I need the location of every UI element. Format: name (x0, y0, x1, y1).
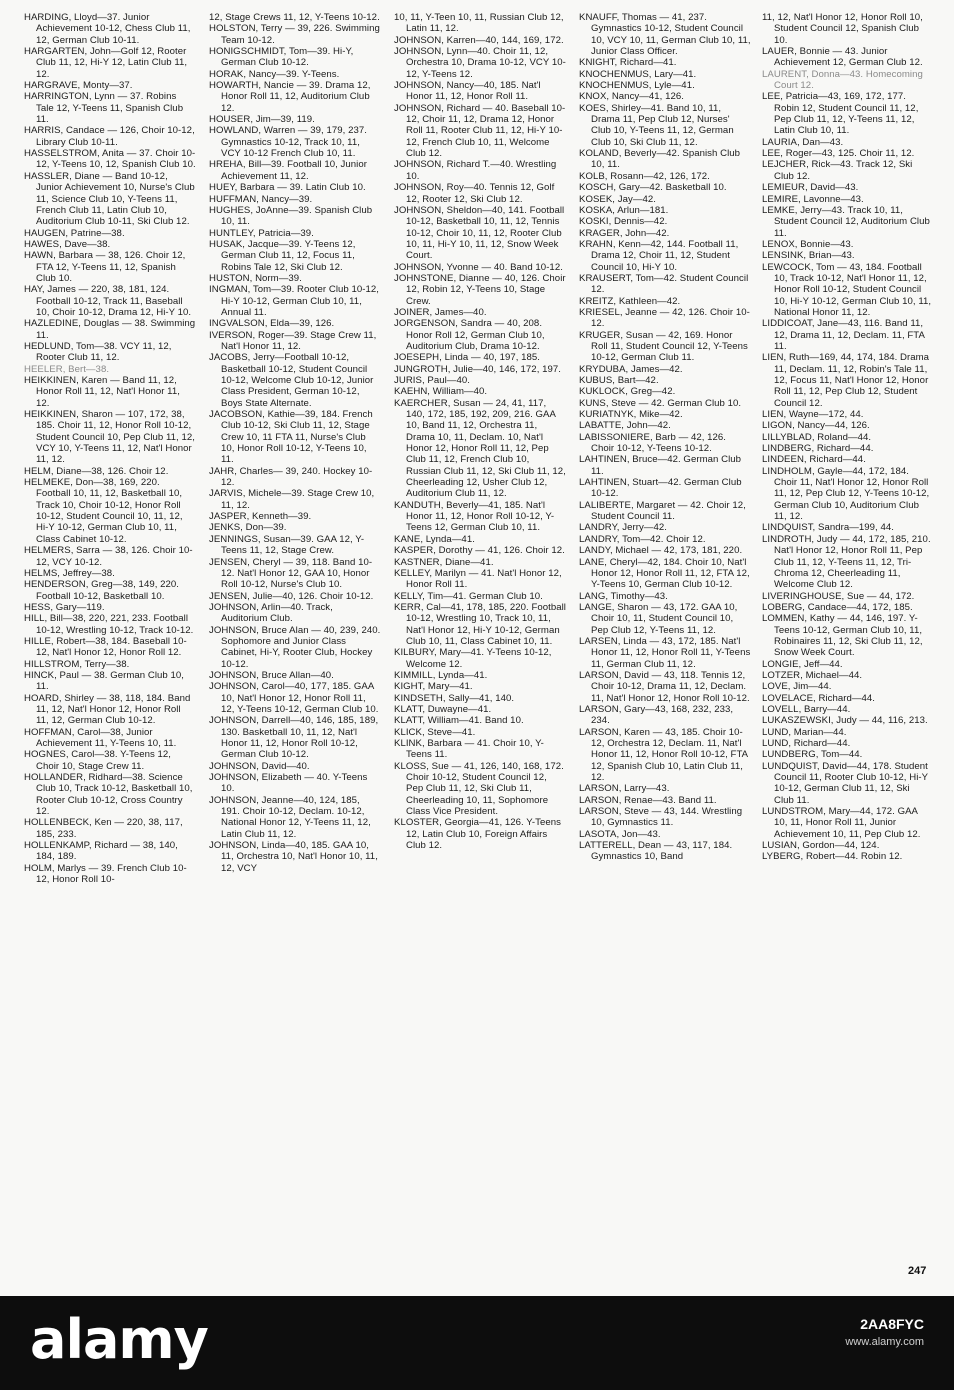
index-entry: KANDUTH, Beverly—41, 185. Nat'l Honor 11, 12, Honor Roll 10-12, Y-Teens 12, German Club 10, 11. (394, 499, 555, 534)
index-entry: HOLLENBECK, Ken — 220, 38, 117, 185, 233. (24, 817, 183, 840)
index-entry: INGMAN, Tom—39. Rooter Club 10-12, Hi-Y 10-12, German Club 10, 11, Annual 11. (209, 284, 380, 318)
index-entry: JOHNSON, Bruce Alan — 40, 239, 240. Sophomore and Junior Class Cabinet, Hi-Y, Rooter Club, Hockey 10-12. (209, 624, 381, 670)
index-entry: HOLSTON, Terry — 39, 226. Swimming Team 10-12. (209, 23, 380, 46)
index-entry: KURIATNYK, Mike—42. (579, 409, 683, 421)
index-entry: KOLB, Rosann—42, 126, 172. (579, 170, 710, 182)
index-entry: HEIKKINEN, Sharon — 107, 172, 38, 185. Choir 11, 12, Honor Roll 10-12, Student Council 10, Pep Club 11, 12, VCY 10, Y-Teens 11, 12, Nat'l Honor 11, 12. (24, 409, 195, 466)
index-entry: LEMIEUR, David—43. (762, 182, 859, 194)
index-entry: HELMS, Jeffrey—38. (24, 567, 115, 579)
index-entry: JOHNSON, Roy—40. Tennis 12, Golf 12, Rooter 12, Ski Club 12. (394, 182, 555, 205)
index-entry: KASPER, Dorothy — 41, 126. Choir 12. (394, 545, 565, 557)
index-entry: HILL, Bill—38, 220, 221, 233. Football 10-12, Wrestling 10-12, Track 10-12. (24, 613, 194, 636)
index-entry: HUNTLEY, Patricia—39. (209, 227, 314, 239)
index-entry: HUGHES, JoAnne—39. Spanish Club 10, 11. (209, 204, 373, 228)
index-entry: LINDROTH, Judy — 44, 172, 185, 210. Nat'l Honor 12, Honor Roll 11, Pep Club 11, 12, Y-Teens 11, 12, Tri-Chroma 12, Cheerleading 11, Welcome Club 12. (762, 533, 931, 591)
index-entry: JOHNSON, Lynn—40. Choir 11, 12, Orchestra 10, Drama 10-12, VCY 10-12, Y-Teens 12. (394, 46, 566, 80)
index-entry: HELMEKE, Don—38, 169, 220. Football 10, 11, 12, Basketball 10, Track 10, Choir 10-12, Honor Roll 10-12, Student Council 10, 11, 12, Hi-Y 10-12, German Club 10, 11, Class Cabinet 10-12. (24, 477, 183, 545)
index-entry: HEIKKINEN, Karen — Band 11, 12, Honor Roll 11, 12, Nat'l Honor 11, 12. (24, 375, 180, 409)
index-entry: LONGIE, Jeff—44. (762, 658, 843, 670)
index-entry: KOES, Shirley—41. Band 10, 11, Drama 11, Pep Club 12, Nurses' Club 10, Y-Teens 11, 12, German Club 10, Ski Club 11, 12. (579, 102, 734, 148)
index-entry: KASTNER, Diane—41. (394, 556, 494, 568)
index-entry: KIMMILL, Lynda—41. (394, 669, 488, 681)
index-entry: JOHNSON, Nancy—40, 185. Nat'l Honor 11, 12, Honor Roll 11. (394, 80, 541, 103)
index-column-5 (762, 12, 932, 863)
index-entry: JUNGROTH, Julie—40, 146, 172, 197. (394, 363, 561, 375)
index-entry: KLATT, William—41. Band 10. (394, 715, 524, 727)
index-entry: 11, 12, Nat'l Honor 12, Honor Roll 10, Student Council 12, Spanish Club 10. (762, 12, 923, 46)
index-entry: JACOBSON, Kathie—39, 184. French Club 10-12, Ski Club 11, 12, Stage Crew 10, 11 FTA 11, Nurse's Club 10, Honor Roll 10-12, Y-Teens 10, 11. (209, 409, 373, 466)
index-entry: KLINK, Barbara — 41. Choir 10, Y-Teens 11. (394, 738, 544, 761)
index-entry: LAHTINEN, Stuart—42. German Club 10-12. (579, 477, 742, 500)
index-entry: HOGNES, Carol—38. Y-Teens 12, Choir 10, Stage Crew 11. (24, 749, 172, 772)
index-entry: JENNINGS, Susan—39. GAA 12, Y-Teens 11, 12, Stage Crew. (209, 533, 365, 557)
index-entry: JOHNSON, Arlin—40. Track, Auditorium Club. (209, 601, 333, 625)
index-entry: KOSCH, Gary—42. Basketball 10. (579, 182, 727, 194)
index-entry: KNOCHENMUS, Lary—41. (579, 68, 697, 80)
watermark-logo: alamy (30, 1308, 208, 1371)
index-entry: LANDRY, Jerry—42. (579, 522, 667, 534)
index-entry: LANG, Timothy—43. (579, 590, 668, 602)
index-entry: KLOSTER, Georgia—41, 126. Y-Teens 12, Latin Club 10, Foreign Affairs Club 12. (394, 817, 561, 852)
index-entry: JOESEPH, Linda — 40, 197, 185. (394, 352, 541, 364)
index-entry: LINDHOLM, Gayle—44, 172, 184. Choir 11, Nat'l Honor 12, Honor Roll 11, 12, Pep Club 12, Y-Teens 10-12, German Club 10, Auditorium Club 11, 12. (762, 465, 930, 523)
index-entry: KOLAND, Beverly—42. Spanish Club 10, 11. (579, 148, 741, 171)
index-entry: LANE, Cheryl—42, 184. Choir 10, Nat'l Honor 12, Honor Roll 11, 12, FTA 12, Y-Teens 10, German Club 10-12. (579, 556, 750, 591)
index-entry: LEJCHER, Rick—43. Track 12, Ski Club 12. (762, 159, 913, 182)
index-entry: LENOX, Bonnie—43. (762, 238, 854, 250)
index-entry: LOTZER, Michael—44. (762, 669, 863, 681)
index-entry: JOHNSON, Richard — 40. Baseball 10-12, Choir 11, 12, Drama 12, Honor Roll 11, Rooter Club 11, 12, Hi-Y 10-12, French Club 10, 11, Welcome Club 12. (394, 102, 566, 160)
index-entry: LINDBERG, Richard—44. (762, 443, 874, 455)
index-entry: JOHNSON, Elizabeth — 40. Y-Teens 10. (209, 772, 368, 795)
index-entry: LANDY, Michael — 42, 173, 181, 220. (579, 545, 743, 557)
index-entry: 10, 11, Y-Teen 10, 11, Russian Club 12, Latin 11, 12. (394, 12, 564, 35)
index-entry: KLOSS, Sue — 41, 126, 140, 168, 172. Choir 10-12, Student Council 12, Pep Club 11, 12, Ski Club 11, Cheerleading 10, 11, Sophomore Class Vice President. (394, 760, 564, 818)
index-entry: LIDDICOAT, Jane—43, 116. Band 11, 12, Drama 11, 12, Declam. 11, FTA 11. (762, 318, 925, 352)
index-entry: HOWARTH, Nancie — 39. Drama 12, Honor Roll 11, 12, Auditorium Club 12. (209, 80, 371, 114)
index-entry: JOHNSON, Karren—40, 144, 169, 172. (394, 34, 564, 46)
index-entry: HAWES, Dave—38. (24, 238, 111, 250)
index-entry: KANE, Lynda—41. (394, 533, 475, 545)
index-entry: JOHNSTONE, Dianne — 40, 126. Choir 12, Robin 12, Y-Teens 10, Stage Crew. (394, 272, 566, 307)
index-entry: JENSEN, Cheryl — 39, 118. Band 10-12. Nat'l Honor 12, GAA 10, Honor Roll 10-12, Nurse's Club 10. (209, 556, 373, 591)
index-entry: JOHNSON, Yvonne — 40. Band 10-12. (394, 261, 563, 273)
index-entry: JAHR, Charles— 39, 240. Hockey 10-12. (209, 465, 373, 489)
index-entry: KUBUS, Bart—42. (579, 375, 659, 386)
index-entry: LANGE, Sharon — 43, 172. GAA 10, Choir 10, 11, Student Council 10, Pep Club 12, Y-Teens 11, 12. (579, 601, 738, 636)
index-entry: HUFFMAN, Nancy—39. (209, 193, 313, 205)
index-column-1 (24, 12, 196, 885)
index-entry: LOBERG, Candace—44, 172, 185. (762, 601, 913, 613)
index-entry: LASOTA, Jon—43. (579, 828, 661, 840)
index-entry: JOHNSON, Linda—40, 185. GAA 10, 11, Orchestra 10, Nat'l Honor 10, 11, 12, VCY (209, 840, 378, 874)
index-entry: HOARD, Shirley — 38, 118, 184. Band 11, 12, Nat'l Honor 12, Honor Roll 11, 12, German Club 10-12. (24, 692, 191, 727)
index-column-2 (209, 12, 381, 874)
index-entry: LARSEN, Linda — 43, 172, 185. Nat'l Honor 11, 12, Honor Roll 11, Y-Teens 11, German Club 11, 12. (579, 635, 751, 670)
index-entry: LIVERINGHOUSE, Sue — 44, 172. (762, 590, 915, 602)
index-entry: KRAGER, John—42. (579, 227, 670, 239)
index-entry: LUND, Richard—44. (762, 738, 851, 749)
index-entry: LARSON, Renae—43. Band 11. (579, 794, 717, 806)
index-entry: HARDING, Lloyd—37. Junior Achievement 10-12, Chess Club 11, 12, German Club 10-11. (24, 12, 191, 46)
index-entry: JENKS, Don—39. (209, 522, 287, 534)
index-entry: LABATTE, John—42. (579, 420, 671, 432)
index-entry: HOFFMAN, Carol—38, Junior Achievement 11, Y-Teens 10, 11. (24, 726, 177, 749)
index-entry: HAUGEN, Patrine—38. (24, 227, 125, 239)
index-entry: HINCK, Paul — 38. German Club 10, 11. (24, 669, 185, 693)
index-entry: HREHA, Bill—39. Football 10, Junior Achievement 11, 12. (209, 159, 367, 182)
index-entry: JENSEN, Julie—40, 126. Choir 10-12. (209, 590, 374, 602)
index-entry: JOHNSON, Jeanne—40, 124, 185, 191. Choir 10-12, Declam. 10-12, National Honor 12, Y-Teens 11, 12, Latin Club 11, 12. (209, 794, 371, 840)
index-entry: LARSON, Karen — 43, 185. Choir 10-12, Orchestra 12, Declam. 11, Nat'l Honor 11, 12, Honor Roll 10-12, FTA 12, Spanish Club 10, Latin Club 11, 12. (579, 726, 748, 784)
index-entry: LYBERG, Robert—44. Robin 12. (762, 851, 903, 863)
index-entry: LOVELACE, Richard—44. (762, 692, 876, 704)
index-entry: LUND, Marian—44. (762, 726, 847, 738)
index-entry: JASPER, Kenneth—39. (209, 511, 312, 523)
index-entry: HOLLANDER, Ridhard—38. Science Club 10, Track 10-12, Basketball 10, Rooter Club 10-12, Cross Country 12. (24, 772, 193, 818)
index-entry: KERR, Cal—41, 178, 185, 220. Football 10-12, Wrestling 10, Track 10, 11, Nat'l Honor 12, Hi-Y 10-12, German Club 10, 11, Class Cabinet 10, 11. (394, 601, 566, 647)
index-entry: KNOX, Nancy—41, 126. (579, 91, 684, 103)
index-entry: KRIESEL, Jeanne — 42, 126. Choir 10-12. (579, 306, 750, 330)
index-entry: LOMMEN, Kathy — 44, 146, 197. Y-Teens 10-12, German Club 10, 11, Robinaires 11, 12, Ski Club 11, 12, Snow Week Court. (762, 613, 923, 659)
index-entry: HELMERS, Sarra — 38, 126. Choir 10-12, VCY 10-12. (24, 545, 193, 568)
index-entry: HASSELSTROM, Anita — 37. Choir 10-12, Y-Teens 10, 12, Spanish Club 10. (24, 148, 196, 171)
index-entry: HENDERSON, Greg—38, 149, 220. Football 10-12, Basketball 10. (24, 579, 180, 602)
index-entry: LAURENT, Donna—43. Homecoming Court 12. (762, 68, 923, 92)
index-entry: JOHNSON, Darrell—40, 146, 185, 189, 130. Basketball 10, 11, 12, Nat'l Honor 11, 12, Honor Roll 10-12, German Club 10-12. (209, 715, 379, 761)
index-entry: LENSINK, Brian—43. (762, 250, 855, 262)
index-entry: HASSLER, Diane — Band 10-12, Junior Achievement 10, Nurse's Club 11, Science Club 10, Y-Teens 11, French Club 11, Latin Club 10, Auditorium Club 10-11, Ski Club 12. (24, 170, 195, 228)
index-entry: KIGHT, Mary—41. (394, 681, 473, 693)
index-entry: JARVIS, Michele—39. Stage Crew 10, 11, 12. (209, 488, 375, 511)
index-entry: HEELER, Bert—38. (24, 363, 110, 375)
index-entry: KRAUSERT, Tom—42. Student Council 12. (579, 272, 749, 296)
index-entry: HOWLAND, Warren — 39, 179, 237. Gymnastics 10-12, Track 10, 11, VCY 10-12 French Club 10, 11. (209, 125, 367, 160)
watermark-url: www.alamy.com (845, 1336, 924, 1348)
index-entry: HUSTON, Norm—39. (209, 272, 302, 284)
index-entry: HAWN, Barbara — 38, 126. Choir 12, FTA 12, Y-Teens 11, 12, Spanish Club 10. (24, 250, 186, 284)
index-entry: LATTERELL, Dean — 43, 117, 184. Gymnastics 10, Band (579, 840, 733, 863)
index-entry: LIEN, Wayne—172, 44. (762, 409, 864, 421)
index-entry: KOSKI, Dennis—42. (579, 216, 668, 228)
index-entry: HUEY, Barbara — 39. Latin Club 10. (209, 182, 366, 194)
index-entry: LUNDSTROM, Mary—44, 172. GAA 10, 11, Honor Roll 11, Junior Achievement 10, 11, Pep Club 12. (762, 806, 921, 840)
index-entry: LIGON, Nancy—44, 126. (762, 420, 870, 432)
index-entry: JOHNSON, Bruce Allan—40. (209, 669, 334, 681)
index-entry: LINDQUIST, Sandra—199, 44. (762, 522, 894, 534)
index-entry: HELM, Diane—38, 126. Choir 12. (24, 465, 169, 477)
index-entry: JURIS, Paul—40. (394, 375, 470, 386)
index-entry: KNOCHENMUS, Lyle—41. (579, 80, 695, 92)
index-entry: KAERCHER, Susan — 24, 41, 117, 140, 172, 185, 192, 209, 216. GAA 10, Band 11, 12, Orchestra 11, Drama 10, 11, Declam. 10, Nat'l Honor 12, Honor Roll 11, 12, Pep Club 11, 12, French Club 10, Russian Club 11, 12, Ski Club 11, 12, Cheerleading 12, Usher Club 12, Auditorium Club 11, 12. (394, 397, 566, 500)
index-entry: KREITZ, Kathleen—42. (579, 295, 681, 307)
index-entry: LABISSONIERE, Barb — 42, 126. Choir 10-12, Y-Teens 10-12. (579, 431, 727, 455)
index-entry: HOLLENKAMP, Richard — 38, 140, 184, 189. (24, 840, 178, 863)
index-entry: HILLSTROM, Terry—38. (24, 658, 130, 670)
index-entry: LARSON, David — 43, 118. Tennis 12, Choir 10-12, Drama 11, 12, Declam. 11, Nat'l Honor 12, Honor Roll 10-12. (579, 669, 750, 704)
index-entry: INGVALSON, Elda—39, 126. (209, 318, 335, 330)
index-entry: KELLEY, Marilyn — 41. Nat'l Honor 12, Honor Roll 11. (394, 567, 562, 591)
index-entry: HORAK, Nancy—39. Y-Teens. (209, 68, 340, 80)
index-entry: KNAUFF, Thomas — 41, 237. Gymnastics 10-12, Student Council 10, VCY 10, 11, German Club 10, 11, Junior Class Officer. (579, 12, 751, 58)
index-entry: LILLYBLAD, Roland—44. (762, 431, 872, 443)
index-entry: JORGENSON, Sandra — 40, 208. Honor Roll 12, German Club 10, Auditorium Club, Drama 10-12. (394, 318, 545, 352)
index-entry: LANDRY, Tom—42. Choir 12. (579, 533, 706, 545)
index-entry: KELLY, Tim—41. German Club 10. (394, 590, 543, 602)
index-entry: LOVE, Jim—44. (762, 681, 832, 693)
index-entry: LUNDQUIST, David—44, 178. Student Council 11, Rooter Club 10-12, Hi-Y 10-12, German Club 11, 12, Ski Club 11. (762, 760, 928, 806)
index-entry: KUNS, Steve — 42. German Club 10. (579, 397, 742, 409)
index-entry: KILBURY, Mary—41. Y-Teens 10-12, Welcome 12. (394, 647, 552, 670)
index-entry: HOLM, Marlys — 39. French Club 10-12, Honor Roll 10- (24, 862, 187, 886)
index-entry: JOHNSON, David—40. (209, 760, 310, 772)
index-entry: KRYDUBA, James—42. (579, 363, 683, 375)
index-entry: HESS, Gary—119. (24, 601, 105, 613)
index-entry: HONIGSCHMIDT, Tom—39. Hi-Y, German Club 10-12. (209, 46, 354, 69)
index-entry: KNIGHT, Richard—41. (579, 57, 677, 69)
index-entry: LAHTINEN, Bruce—42. German Club 11. (579, 454, 742, 477)
index-entry: HARGRAVE, Monty—37. (24, 80, 133, 92)
index-entry: JOHNSON, Carol—40, 177, 185. GAA 10, Nat'l Honor 12, Honor Roll 11, 12, Y-Teens 10-12, German Club 10. (209, 681, 379, 715)
index-entry: LEWCOCK, Tom — 43, 184. Football 10, Track 10-12, Nat'l Honor 11, 12, Honor Roll 10-12, Student Council 10, Hi-Y 10-12, German Club 10, 11, National Honor 11, 12. (762, 261, 932, 318)
index-entry: LARSON, Larry—43. (579, 783, 670, 795)
index-entry: LEE, Roger—43, 125. Choir 11, 12. (762, 148, 915, 160)
index-entry: KOSEK, Jay—42. (579, 193, 656, 205)
index-entry: KLICK, Steve—41. (394, 726, 476, 738)
index-entry: KLATT, Duwayne—41. (394, 703, 492, 715)
index-entry: JOINER, James—40. (394, 306, 487, 318)
index-entry: LUSIAN, Gordon—44, 124. (762, 840, 880, 852)
index-entry: LAURIA, Dan—43. (762, 136, 844, 148)
index-entry: HILLE, Robert—38, 184. Baseball 10-12, Nat'l Honor 12, Honor Roll 12. (24, 635, 187, 659)
index-column-4 (579, 12, 751, 863)
index-column-3 (394, 12, 566, 851)
stock-watermark-bar (0, 1296, 954, 1390)
index-entry: HOUSER, Jim—39, 119. (209, 114, 315, 126)
index-entry: JOHNSON, Richard T.—40. Wrestling 10. (394, 159, 557, 182)
index-entry: LUNDBERG, Tom—44. (762, 749, 863, 761)
index-entry: LARSON, Steve — 43, 144. Wrestling 10, Gymnastics 11. (579, 806, 743, 829)
index-entry: KOSKA, Arlun—181. (579, 204, 669, 216)
index-entry: HARGARTEN, John—Golf 12, Rooter Club 11, 12, Hi-Y 12, Latin Club 11, 12. (24, 46, 188, 80)
index-entry: HAZLEDINE, Douglas — 38. Swimming 11. (24, 318, 196, 341)
index-entry: LALIBERTE, Margaret — 42. Choir 12, Student Council 11. (579, 499, 746, 523)
index-entry: IVERSON, Roger—39. Stage Crew 11, Nat'l Honor 11, 12. (209, 329, 377, 352)
index-entry: JOHNSON, Sheldon—40, 141. Football 10-12, Basketball 10, 11, 12, Tennis 10-12, Choir 10, 11, 12, Rooter Club 10, 11, Hi-Y 10, 11, 12, Snow Week Court. (394, 204, 565, 262)
index-entry: LARSON, Gary—43, 168, 232, 233, 234. (579, 703, 734, 727)
index-entry: KAEHN, William—40. (394, 386, 488, 398)
index-entry: JACOBS, Jerry—Football 10-12, Basketball 10-12, Student Council 10-12, Welcome Club 10-12, Junior Class President, German 10-12, Boys State Alternate. (209, 352, 374, 409)
index-entry: HUSAK, Jacque—39. Y-Teens 12, German Club 11, 12, Focus 11, Robins Tale 12, Ski Club 12. (209, 238, 356, 273)
index-entry: LUKASZEWSKI, Judy — 44, 116, 213. (762, 715, 928, 727)
index-entry: LIEN, Ruth—169, 44, 174, 184. Drama 11, Declam. 11, 12, Robin's Tale 11, 12, Focus 11, Nat'l Honor 12, Honor Roll 11, 12, Pep Club 12, Student Council 12. (762, 352, 930, 409)
index-entry: LEMIRE, Lavonne—43. (762, 193, 864, 205)
index-entry: LOVELL, Barry—44. (762, 703, 851, 715)
watermark-image-id: 2AA8FYC (860, 1316, 924, 1332)
index-entry: LINDEEN, Richard—44. (762, 454, 866, 466)
index-entry: KRUGER, Susan — 42, 169. Honor Roll 11, Student Council 12, Y-Teens 10-12, German Club 11. (579, 329, 748, 364)
index-entry: LEMKE, Jerry—43. Track 10, 11, Student Council 12, Auditorium Club 11. (762, 204, 930, 239)
page-number: 247 (908, 1265, 927, 1277)
index-entry: KRAHN, Kenn—42, 144. Football 11, Drama 12, Choir 11, 12, Student Council 10, Hi-Y 10. (579, 238, 739, 273)
index-entry: HAY, James — 220, 38, 181, 124. Football 10-12, Track 11, Baseball 10, Choir 10-12, Drama 12, Hi-Y 10. (24, 284, 192, 318)
index-entry: HARRIS, Candace — 126, Choir 10-12, Library Club 10-11. (24, 125, 195, 148)
index-entry: KINDSETH, Sally—41, 140. (394, 692, 515, 704)
index-entry: LEE, Patricia—43, 169, 172, 177. Robin 12, Student Council 11, 12, Pep Club 11, 12, Y-Teens 11, 12, Latin Club 10, 11. (762, 91, 919, 137)
index-entry: HARRINGTON, Lynn — 37. Robins Tale 12, Y-Teens 11, Spanish Club 11. (24, 91, 184, 126)
index-entry: HEDLUND, Tom—38. VCY 11, 12, Rooter Club 11, 12. (24, 340, 172, 364)
index-entry: KUKLOCK, Greg—42. (579, 386, 676, 398)
index-entry: 12, Stage Crews 11, 12, Y-Teens 10-12. (209, 12, 380, 23)
index-entry: LAUER, Bonnie — 43. Junior Achievement 12, German Club 12. (762, 46, 923, 69)
